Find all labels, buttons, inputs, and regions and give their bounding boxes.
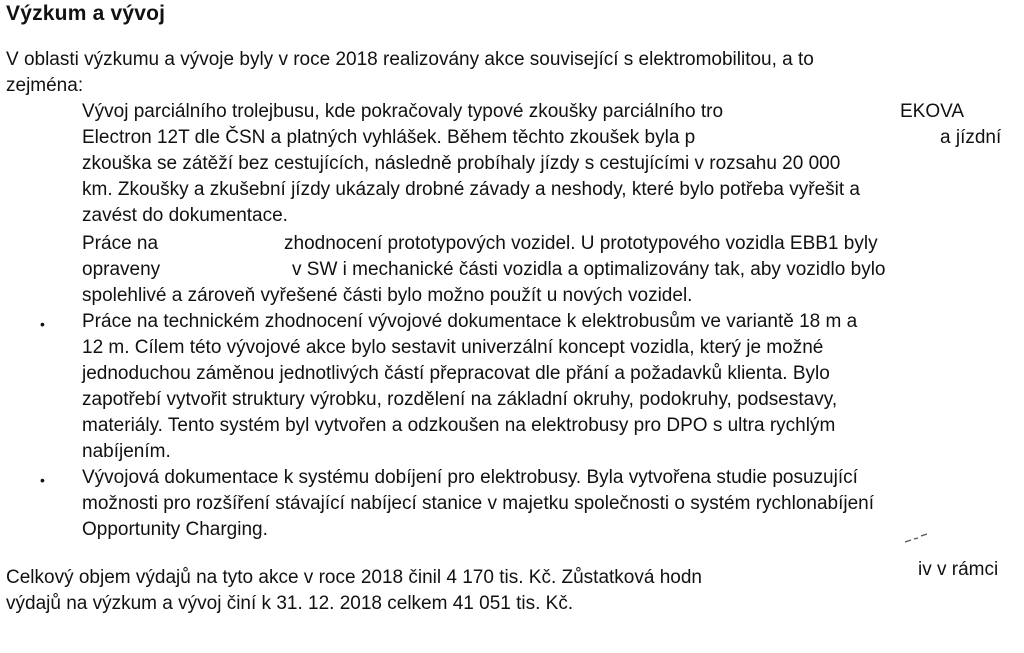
summary-line1b: iv v rámci: [918, 559, 999, 580]
item1-line5: zavést do dokumentace.: [82, 205, 288, 226]
item3-line6: nabíjením.: [82, 441, 171, 462]
item3-line4: zapotřebí vytvořit struktury výrobku, rozdělení na základní okruhy, podokruhy, podsestavy,: [82, 389, 838, 410]
item1-line1b: EKOVA: [900, 101, 965, 122]
summary-line2: výdajů na výzkum a vývoj činí k 31. 12. 2018 celkem 41 051 tis. Kč.: [6, 593, 574, 614]
intro-line-1: V oblasti výzkumu a vývoje byly v roce 2018 realizovány akce související s elektromobilitou, a to: [6, 49, 814, 70]
item2-line2b: v SW i mechanické části vozidla a optimalizovány tak, aby vozidlo bylo: [292, 259, 886, 280]
item1-line2a: Electron 12T dle ČSN a platných vyhlášek. Během těchto zkoušek byla p: [82, 127, 696, 148]
item2-line3: spolehlivé a zároveň vyřešené části bylo možno použít u nových vozidel.: [82, 285, 693, 306]
item3-line1: Práce na technickém zhodnocení vývojové dokumentace k elektrobusům ve variantě 18 m a: [82, 311, 858, 332]
item1-line1a: Vývoj parciálního trolejbusu, kde pokračovaly typové zkoušky parciálního tro: [82, 101, 724, 122]
bullet-3: •: [40, 316, 45, 332]
item1-line4: km. Zkoušky a zkušební jízdy ukázaly drobné závady a neshody, které bylo potřeba vyřešit a: [82, 179, 860, 200]
stamp-mark-icon: [903, 533, 929, 545]
item2-line1b: zhodnocení prototypových vozidel. U prototypového vozidla EBB1 byly: [284, 233, 878, 254]
item2-line1a: Práce na: [82, 233, 159, 254]
item4-line2: možnosti pro rozšíření stávající nabíjecí stanice v majetku společnosti o systém rychlonabíjení: [82, 493, 875, 514]
summary-line1a: Celkový objem výdajů na tyto akce v roce 2018 činil 4 170 tis. Kč. Zůstatková hodn: [6, 567, 702, 588]
item3-line2: 12 m. Cílem této vývojové akce bylo sestavit univerzální koncept vozidla, který je možné: [82, 337, 824, 358]
item4-line3: Opportunity Charging.: [82, 519, 268, 540]
item3-line5: materiály. Tento systém byl vytvořen a odzkoušen na elektrobusy pro DPO s ultra rychlým: [82, 415, 836, 436]
section-heading: Výzkum a vývoj: [6, 2, 166, 25]
item4-line1: Vývojová dokumentace k systému dobíjení pro elektrobusy. Byla vytvořena studie posuzující: [82, 467, 858, 488]
item1-line2b: a jízdní: [940, 127, 1002, 148]
item3-line3: jednoduchou záměnou jednotlivých částí přepracovat dle přání a požadavků klienta. Bylo: [82, 363, 830, 384]
item2-line2a: opraveny: [82, 259, 161, 280]
intro-line-2: zejména:: [6, 75, 84, 96]
item1-line3: zkouška se zátěží bez cestujících, následně probíhaly jízdy s cestujícími v rozsahu 20 000: [82, 153, 841, 174]
bullet-4: •: [40, 472, 45, 488]
